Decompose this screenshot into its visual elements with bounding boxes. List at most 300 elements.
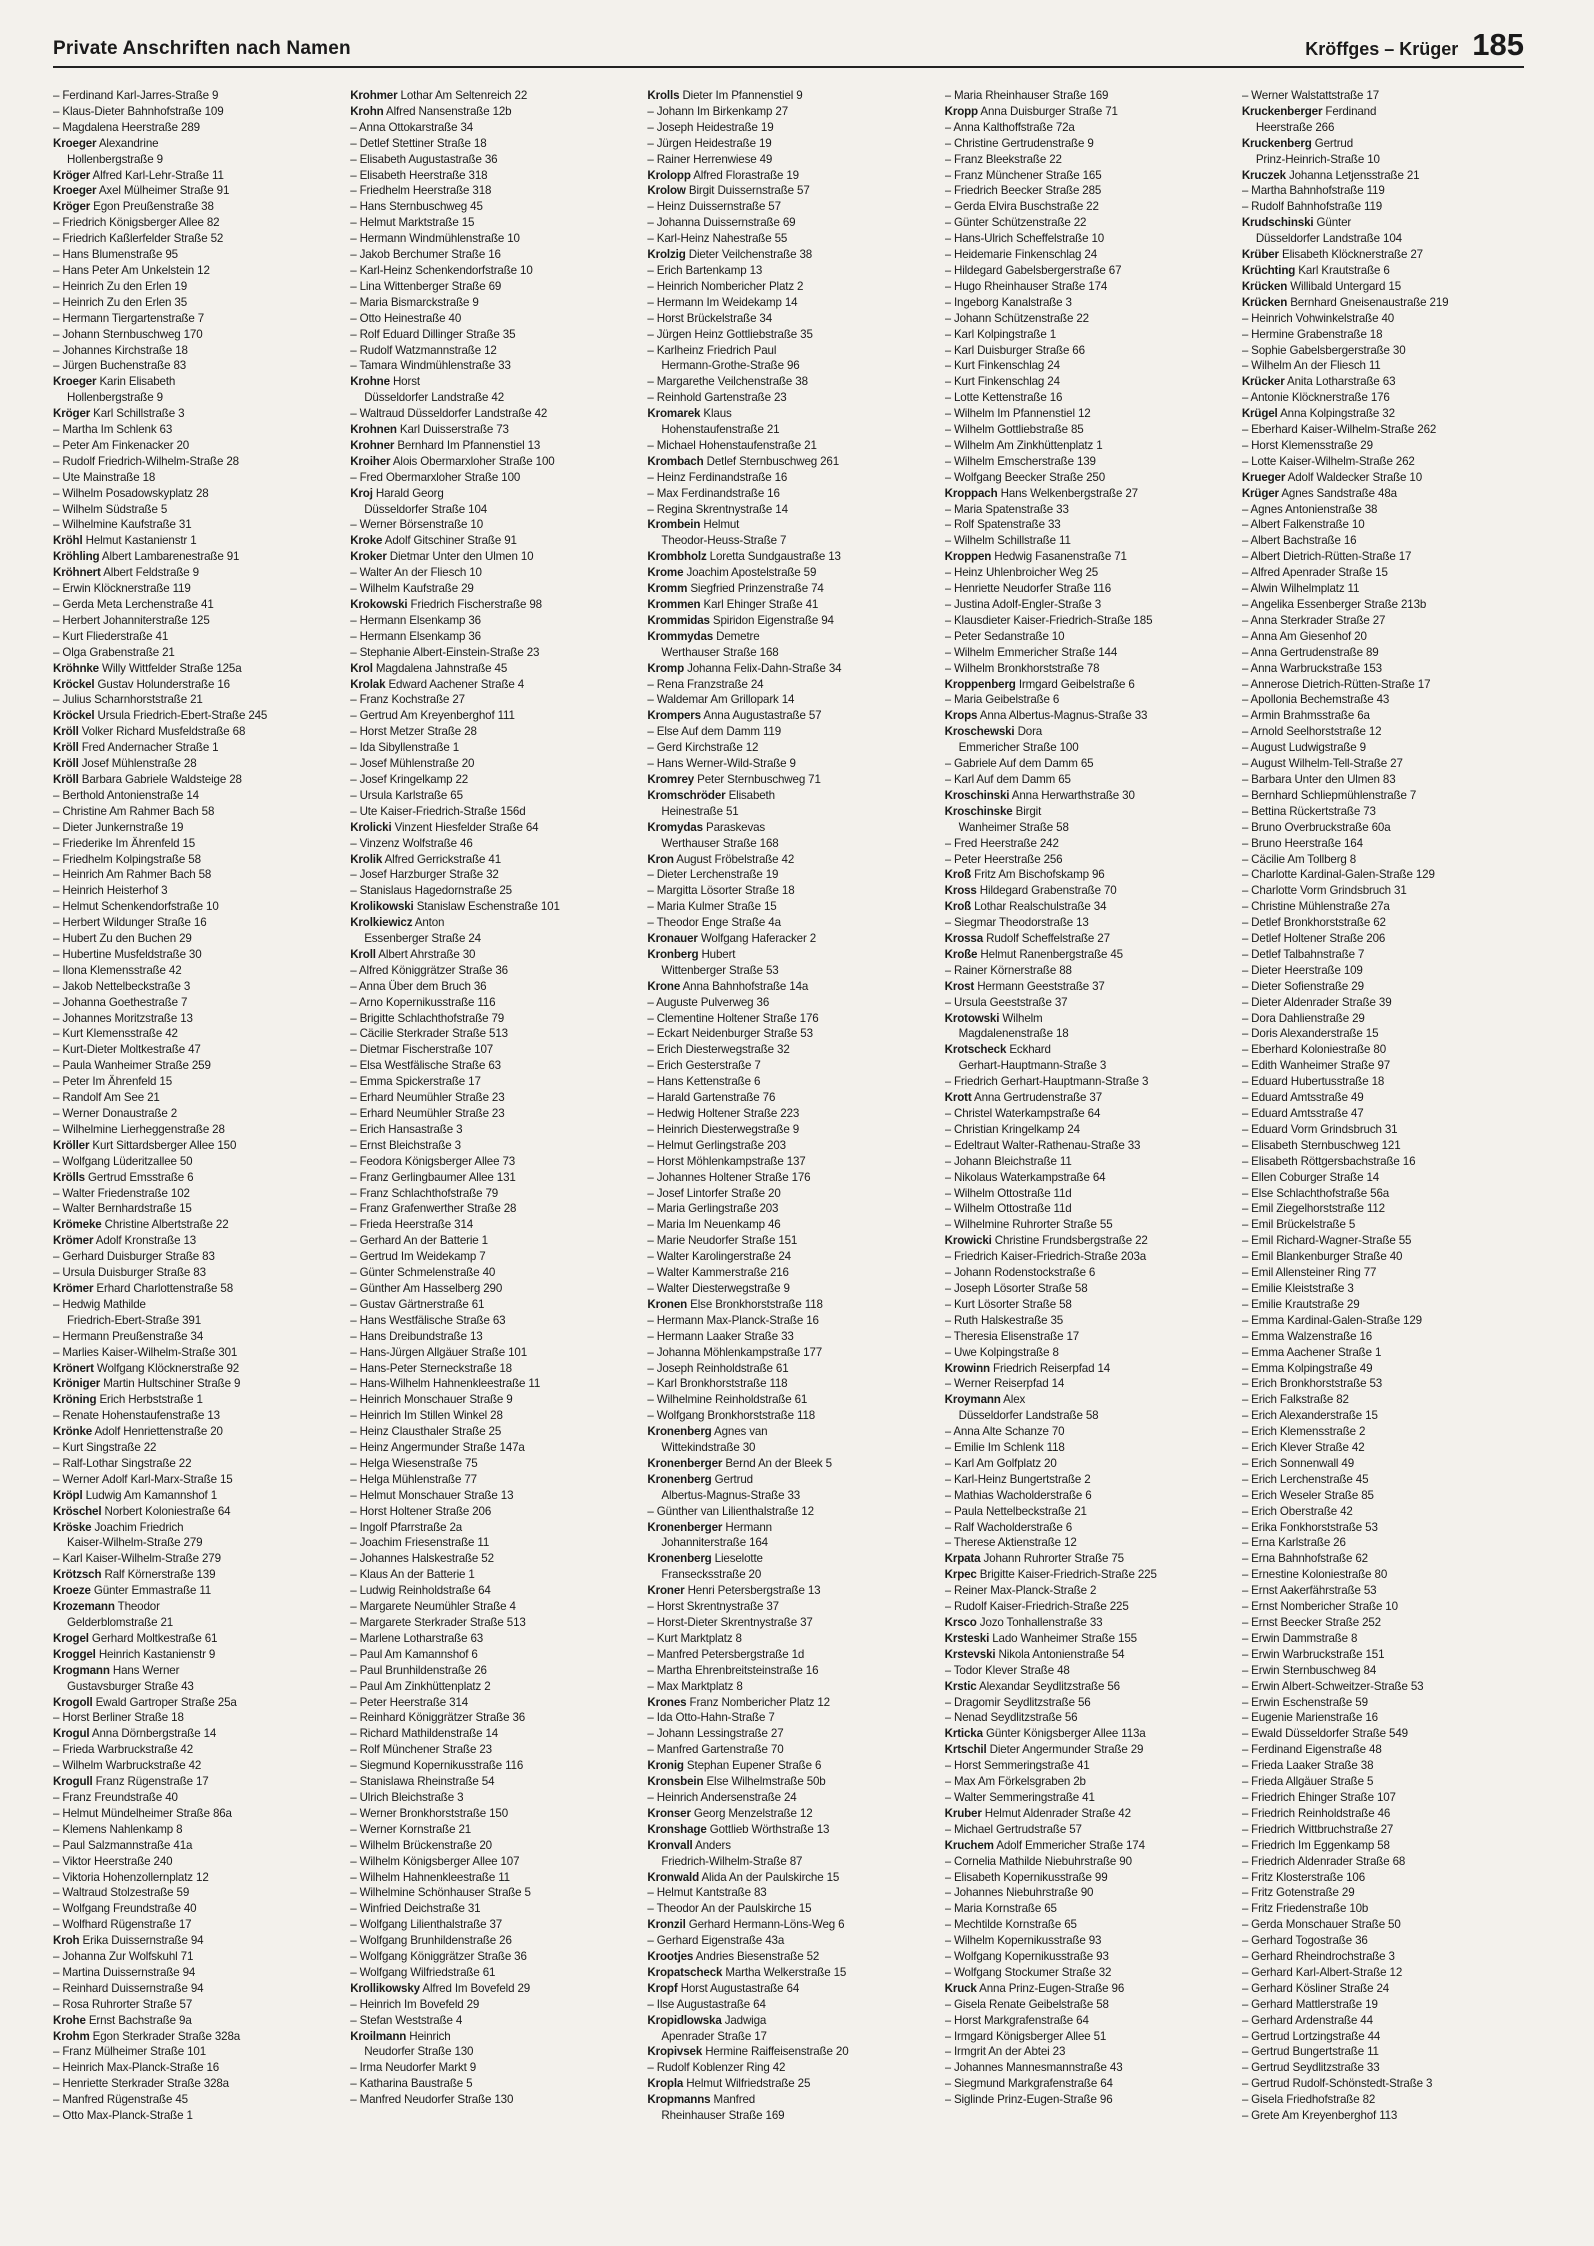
directory-entry <box>53 1710 344 1726</box>
entry-details: – Mathias Wacholderstraße 6 <box>944 1488 1092 1502</box>
directory-entry <box>647 88 938 104</box>
directory-entry <box>1242 1297 1533 1313</box>
entry-details: – Anna Sterkrader Straße 27 <box>1241 613 1386 627</box>
entry-details: – Heinrich Am Rahmer Bach 58 <box>53 868 212 882</box>
entry-surname: Kröger <box>53 407 91 421</box>
directory-entry <box>647 1186 938 1202</box>
directory-entry <box>53 1917 344 1933</box>
entry-details: Werthauser Straße 168 <box>661 645 779 659</box>
directory-entry <box>945 1472 1236 1488</box>
entry-surname: Kropmanns <box>647 2093 711 2107</box>
entry-details: – Walter Karolingerstraße 24 <box>647 1250 791 1264</box>
entry-details: Joachim Apostelstraße 59 <box>683 566 817 580</box>
entry-details: – Theresia Elisenstraße 17 <box>944 1329 1080 1343</box>
entry-details: Stephan Eupener Straße 6 <box>683 1759 822 1773</box>
entry-details: Nikola Antonienstraße 54 <box>995 1647 1125 1661</box>
entry-details: – Bernhard Schliepmühlenstraße 7 <box>1241 788 1417 802</box>
directory-entry <box>350 549 641 565</box>
entry-details: – Otto Heinestraße 40 <box>350 311 462 325</box>
entry-details: Volker Richard Musfeldstraße 68 <box>78 725 246 739</box>
entry-details: – Regina Skrentnystraße 14 <box>647 502 788 516</box>
directory-entry <box>1242 247 1533 263</box>
directory-entry <box>350 1297 641 1313</box>
directory-entry <box>350 1026 641 1042</box>
directory-entry <box>350 708 641 724</box>
entry-details: Gustav Holunderstraße 16 <box>94 677 230 691</box>
entry-details: – Eberhard Koloniestraße 80 <box>1241 1043 1386 1057</box>
directory-entry <box>945 1583 1236 1599</box>
entry-details: – Wolfgang Wilfriedstraße 61 <box>350 1965 496 1979</box>
directory-entry <box>53 1583 344 1599</box>
directory-entry <box>53 1233 344 1249</box>
directory-entry <box>945 343 1236 359</box>
directory-entry <box>1242 1567 1533 1583</box>
entry-details: – Bruno Heerstraße 164 <box>1241 836 1363 850</box>
entry-details: – Erich Hansastraße 3 <box>350 1122 463 1136</box>
entry-details: – Tamara Windmühlenstraße 33 <box>350 359 511 373</box>
entry-details: – Hans Sternbuschweg 45 <box>350 200 483 214</box>
entry-details: – Wolfgang Königgrätzer Straße 36 <box>350 1950 527 1964</box>
entry-surname: Kröske <box>53 1520 92 1534</box>
directory-entry <box>647 565 938 581</box>
entry-surname: Kruckenberger <box>1241 104 1323 118</box>
directory-entry <box>647 1488 938 1504</box>
entry-surname: Krötzsch <box>53 1568 102 1582</box>
entry-details: – Wolfhard Rügenstraße 17 <box>53 1918 192 1932</box>
entry-details: – Rudolf Kaiser-Friedrich-Straße 225 <box>944 1600 1129 1614</box>
directory-entry <box>53 661 344 677</box>
entry-details: Hubert <box>698 947 736 961</box>
entry-details: – Vinzenz Wolfstraße 46 <box>350 836 473 850</box>
entry-details: – Wolfgang Brunhildenstraße 26 <box>350 1934 512 1948</box>
entry-surname: Krowicki <box>944 1234 992 1248</box>
entry-surname: Krueger <box>1241 470 1286 484</box>
directory-entry <box>1242 852 1533 868</box>
directory-entry <box>53 565 344 581</box>
entry-details: – Anna Alte Schanze 70 <box>944 1425 1065 1439</box>
directory-entry <box>647 1074 938 1090</box>
entry-details: Else Bronkhorststraße 118 <box>687 1297 823 1311</box>
directory-entry <box>945 1838 1236 1854</box>
entry-details: Karl Ehinger Straße 41 <box>700 598 819 611</box>
entry-details: – Erich Gesterstraße 7 <box>647 1059 761 1073</box>
directory-entry <box>1242 406 1533 422</box>
directory-entry <box>647 1981 938 1997</box>
directory-entry <box>350 629 641 645</box>
entry-details: Hollenbergstraße 9 <box>67 391 163 405</box>
entry-details: – Hedwig Holtener Straße 223 <box>647 1107 800 1120</box>
directory-entry <box>1242 1790 1533 1806</box>
entry-details: – Horst Möhlenkampstraße 137 <box>647 1154 806 1168</box>
directory-entry <box>350 915 641 931</box>
directory-entry <box>945 2092 1236 2108</box>
directory-entry <box>945 1456 1236 1472</box>
entry-details: – Helga Mühlenstraße 77 <box>350 1472 477 1486</box>
directory-entry <box>53 454 344 470</box>
directory-entry <box>1242 1679 1533 1695</box>
entry-details: Wittekindstraße 30 <box>661 1441 756 1455</box>
entry-details: – Walter Kammerstraße 216 <box>647 1266 789 1280</box>
directory-entry <box>647 104 938 120</box>
directory-entry <box>350 247 641 263</box>
directory-entry <box>945 915 1236 931</box>
entry-details: – Werner Reiserpfad 14 <box>944 1377 1065 1391</box>
directory-entry <box>945 2076 1236 2092</box>
directory-entry <box>647 374 938 390</box>
entry-surname: Kruckenberg <box>1241 136 1312 150</box>
directory-entry <box>647 597 938 613</box>
entry-details: – Walter Semmeringstraße 41 <box>944 1790 1095 1804</box>
entry-details: Fred Andernacher Straße 1 <box>78 741 219 755</box>
directory-entry <box>1242 661 1533 677</box>
directory-entry <box>1242 438 1533 454</box>
directory-entry <box>647 168 938 184</box>
directory-entry <box>1242 613 1533 629</box>
directory-entry <box>945 1011 1236 1027</box>
directory-entry <box>945 2044 1236 2060</box>
directory-entry <box>53 867 344 883</box>
directory-entry <box>1242 263 1533 279</box>
directory-entry <box>1242 820 1533 836</box>
entry-surname: Krücken <box>1241 279 1288 293</box>
directory-entry <box>53 1345 344 1361</box>
directory-entry <box>53 772 344 788</box>
entry-surname: Krogull <box>53 1775 93 1789</box>
directory-entry <box>647 1774 938 1790</box>
entry-details: – Karlheinz Friedrich Paul <box>647 343 777 357</box>
entry-details: – Wolfgang Lüderitzallee 50 <box>53 1154 193 1168</box>
directory-entry <box>1242 1106 1533 1122</box>
directory-entry <box>350 820 641 836</box>
directory-entry <box>53 2076 344 2092</box>
directory-entry <box>53 1981 344 1997</box>
entry-surname: Kröckel <box>53 677 95 691</box>
directory-entry <box>350 692 641 708</box>
entry-details: – Irmgrit An der Abtei 23 <box>944 2045 1066 2059</box>
entry-details: – Margarethe Veilchenstraße 38 <box>647 375 808 389</box>
entry-details: – Günther van Lilienthalstraße 12 <box>647 1504 814 1518</box>
entry-details: – Peter Heerstraße 256 <box>944 852 1063 866</box>
entry-details: – Hermann Max-Planck-Straße 16 <box>647 1313 819 1327</box>
directory-entry <box>945 1376 1236 1392</box>
entry-details: – Doris Alexanderstraße 15 <box>1241 1027 1379 1041</box>
entry-details: Wolfgang Klöcknerstraße 92 <box>93 1361 240 1375</box>
directory-entry <box>647 422 938 438</box>
entry-details: – Karl Auf dem Damm 65 <box>944 772 1071 786</box>
entry-details: – Karl Am Golfplatz 20 <box>944 1456 1057 1470</box>
directory-entry <box>53 1535 344 1551</box>
entry-details: Friedrich Fischerstraße 98 <box>407 598 542 611</box>
directory-entry <box>647 343 938 359</box>
directory-entry <box>350 724 641 740</box>
entry-details: – Brigitte Schlachthofstraße 79 <box>350 1011 505 1025</box>
entry-details: – Viktor Heerstraße 240 <box>53 1854 173 1868</box>
entry-surname: Kruczek <box>1241 168 1286 182</box>
entry-details: – Siegmund Kopernikusstraße 116 <box>350 1759 524 1773</box>
directory-entry <box>945 1504 1236 1520</box>
entry-surname: Kroner <box>647 1584 685 1598</box>
entry-details: – Horst Brückelstraße 34 <box>647 311 773 325</box>
entry-details: – Martha Ehrenbreitsteinstraße 16 <box>647 1663 819 1677</box>
entry-details: Anton <box>412 916 445 930</box>
entry-details: – Franz Münchener Straße 165 <box>944 168 1102 182</box>
directory-entry <box>53 1313 344 1329</box>
directory-entry <box>647 1695 938 1711</box>
directory-entry <box>647 1615 938 1631</box>
entry-details: Wanheimer Straße 58 <box>958 820 1069 834</box>
directory-entry <box>1242 1774 1533 1790</box>
directory-entry <box>350 295 641 311</box>
entry-details: Irmgard Geibelstraße 6 <box>1015 677 1135 691</box>
directory-entry <box>647 2044 938 2060</box>
entry-details: – Ralf Wacholderstraße 6 <box>944 1520 1073 1534</box>
entry-details: – Horst Semmeringstraße 41 <box>944 1759 1090 1773</box>
directory-entry <box>1242 1981 1533 1997</box>
entry-details: – Josef Mühlenstraße 20 <box>350 757 475 771</box>
entry-surname: Kronenberger <box>647 1520 723 1534</box>
entry-details: – Johanna Zur Wolfskuhl 71 <box>53 1950 194 1964</box>
directory-entry <box>647 1472 938 1488</box>
directory-entry <box>53 852 344 868</box>
page-header-right <box>1305 27 1524 63</box>
entry-details: – Gabriele Auf dem Damm 65 <box>944 757 1094 771</box>
directory-entry <box>945 1599 1236 1615</box>
directory-entry <box>53 1806 344 1822</box>
entry-details: – Bruno Overbruckstraße 60a <box>1241 820 1391 834</box>
entry-details: – Ursula Geeststraße 37 <box>944 995 1068 1009</box>
directory-entry <box>647 1297 938 1313</box>
directory-entry <box>647 199 938 215</box>
entry-details: – Emma Aachener Straße 1 <box>1241 1345 1382 1359</box>
directory-entry <box>945 1233 1236 1249</box>
entry-surname: Krommen <box>647 598 701 611</box>
entry-surname: Kronenberg <box>647 1425 712 1439</box>
entry-details: – Gerda Monschauer Straße 50 <box>1241 1918 1401 1932</box>
entry-details: – Hermann Elsenkamp 36 <box>350 613 481 627</box>
entry-details: Georg Menzelstraße 12 <box>690 1806 813 1820</box>
entry-details: – Erich Oberstraße 42 <box>1241 1504 1353 1518</box>
directory-entry <box>350 1695 641 1711</box>
directory-entry <box>945 1663 1236 1679</box>
entry-surname: Krstevski <box>944 1647 996 1661</box>
entry-details: Gustavsburger Straße 43 <box>67 1679 194 1693</box>
entry-surname: Kropp <box>944 104 978 118</box>
directory-entry <box>350 152 641 168</box>
directory-entry <box>53 1440 344 1456</box>
directory-column-3 <box>647 88 938 2228</box>
entry-details: Agnes van <box>711 1425 768 1439</box>
directory-entry <box>945 1408 1236 1424</box>
entry-details: – Elisabeth Sternbuschweg 121 <box>1241 1138 1401 1152</box>
directory-entry <box>647 1233 938 1249</box>
directory-entry <box>647 1917 938 1933</box>
entry-details: – Gerhard Ardenstraße 44 <box>1241 2013 1373 2027</box>
directory-entry <box>647 1376 938 1392</box>
directory-entry <box>945 183 1236 199</box>
entry-details: Helmut Kastanienstr 1 <box>82 534 197 548</box>
entry-surname: Kroeger <box>53 184 97 198</box>
entry-details: – Ernst Bleichstraße 3 <box>350 1138 461 1152</box>
entry-details: – Hans Kettenstraße 6 <box>647 1075 761 1089</box>
directory-entry <box>53 1376 344 1392</box>
directory-entry <box>647 2076 938 2092</box>
directory-entry <box>647 1456 938 1472</box>
directory-entry <box>945 152 1236 168</box>
directory-entry <box>945 1520 1236 1536</box>
directory-entry <box>647 1965 938 1981</box>
directory-column-5 <box>1242 88 1533 2228</box>
directory-entry <box>53 486 344 502</box>
directory-entry <box>1242 215 1533 231</box>
directory-entry <box>350 645 641 661</box>
entry-details: – Gisela Renate Geibelstraße 58 <box>944 1997 1109 2011</box>
directory-entry <box>647 1265 938 1281</box>
entry-details: – Wilhelm Warbruckstraße 42 <box>53 1759 202 1773</box>
entry-details: – Albert Falkenstraße 10 <box>1241 518 1365 532</box>
entry-details: Anna Prinz-Eugen-Straße 96 <box>976 1981 1125 1995</box>
directory-entry <box>53 995 344 1011</box>
directory-entry <box>945 708 1236 724</box>
entry-surname: Krohmer <box>350 89 398 102</box>
directory-entry <box>647 1058 938 1074</box>
entry-details: – Eugenie Marienstraße 16 <box>1241 1711 1378 1725</box>
directory-entry <box>647 1345 938 1361</box>
directory-entry <box>647 1854 938 1870</box>
directory-entry <box>350 1361 641 1377</box>
entry-details: – Manfred Rügenstraße 45 <box>53 2093 188 2107</box>
entry-details: – Maria Kornstraße 65 <box>944 1902 1057 1916</box>
entry-details: – Angelika Essenberger Straße 213b <box>1241 598 1427 611</box>
entry-details: – Gerda Elvira Buschstraße 22 <box>944 200 1099 214</box>
directory-entry <box>945 931 1236 947</box>
directory-entry <box>647 247 938 263</box>
directory-entry <box>350 517 641 533</box>
directory-entry <box>647 327 938 343</box>
entry-details: Alexandar Seydlitzstraße 56 <box>976 1679 1120 1693</box>
directory-entry <box>1242 724 1533 740</box>
directory-entry <box>1242 120 1533 136</box>
entry-details: Alfred Im Bovefeld 29 <box>419 1981 531 1995</box>
entry-details: Magdalenenstraße 18 <box>958 1027 1069 1041</box>
entry-details: – Helmut Schenkendorfstraße 10 <box>53 900 219 914</box>
directory-entry <box>647 279 938 295</box>
entry-details: – Emilie Kleiststraße 3 <box>1241 1281 1354 1295</box>
entry-details: – Wilhelm Königsberger Allee 107 <box>350 1854 520 1868</box>
directory-entry <box>53 168 344 184</box>
directory-entry <box>350 1933 641 1949</box>
directory-entry <box>53 1424 344 1440</box>
entry-details: – Heinrich Nombericher Platz 2 <box>647 279 804 293</box>
entry-details: – Wilhelm Gottliebstraße 85 <box>944 423 1084 437</box>
entry-details: Andries Biesenstraße 52 <box>693 1950 820 1964</box>
directory-entry <box>350 374 641 390</box>
directory-entry <box>350 1663 641 1679</box>
entry-details: – Jürgen Heidestraße 19 <box>647 136 772 150</box>
page-header <box>53 26 1524 68</box>
directory-entry <box>350 2029 641 2045</box>
directory-entry <box>350 120 641 136</box>
entry-details: – Dietmar Fischerstraße 107 <box>350 1043 494 1057</box>
directory-entry <box>350 1249 641 1265</box>
directory-entry <box>53 152 344 168</box>
entry-details: – Armin Brahmsstraße 6a <box>1241 709 1370 723</box>
directory-entry <box>945 358 1236 374</box>
directory-entry <box>53 899 344 915</box>
entry-details: – Erna Karlstraße 26 <box>1241 1536 1346 1550</box>
directory-entry <box>1242 915 1533 931</box>
entry-details: – Horst Klemensstraße 29 <box>1241 438 1373 452</box>
entry-surname: Kromschröder <box>647 788 726 802</box>
entry-details: – Dora Dahlienstraße 29 <box>1241 1011 1365 1025</box>
directory-entry <box>647 1758 938 1774</box>
directory-entry <box>945 852 1236 868</box>
directory-entry <box>350 358 641 374</box>
entry-details: – Wolfgang Freundstraße 40 <box>53 1902 197 1916</box>
entry-details: Alfred Gerrickstraße 41 <box>382 852 501 866</box>
entry-details: Hermann <box>722 1520 772 1534</box>
entry-details: – Günther Am Hasselberg 290 <box>350 1281 503 1295</box>
entry-surname: Krücker <box>1241 375 1285 389</box>
directory-entry <box>350 1440 641 1456</box>
entry-details: – Helmut Marktstraße 15 <box>350 216 475 230</box>
entry-details: – Michael Hohenstaufenstraße 21 <box>647 438 817 452</box>
directory-entry <box>647 152 938 168</box>
directory-entry <box>53 915 344 931</box>
directory-entry <box>945 1615 1236 1631</box>
directory-entry <box>647 263 938 279</box>
directory-entry <box>350 168 641 184</box>
entry-details: – Hans-Ulrich Scheffelstraße 10 <box>944 232 1105 246</box>
directory-entry <box>647 1090 938 1106</box>
directory-entry <box>53 1663 344 1679</box>
entry-details: – Ernst Aakerfährstraße 53 <box>1241 1584 1377 1598</box>
entry-details: – Ingolf Pfarrstraße 2a <box>350 1520 463 1534</box>
entry-details: – Ralf-Lothar Singstraße 22 <box>53 1456 192 1470</box>
entry-surname: Kropidlowska <box>647 2013 722 2027</box>
entry-details: Karin Elisabeth <box>96 375 176 389</box>
directory-entry <box>53 931 344 947</box>
directory-entry <box>350 1615 641 1631</box>
directory-entry <box>647 1026 938 1042</box>
directory-entry <box>945 1122 1236 1138</box>
directory-entry <box>945 1186 1236 1202</box>
directory-entry <box>647 2060 938 2076</box>
directory-column-4 <box>945 88 1236 2228</box>
entry-details: – Heinz Angermunder Straße 147a <box>350 1441 525 1455</box>
entry-details: – Henriette Neudorfer Straße 116 <box>944 582 1112 596</box>
directory-entry <box>945 390 1236 406</box>
entry-details: – Agnes Antonienstraße 38 <box>1241 502 1378 516</box>
entry-details: – Klemens Nahlenkamp 8 <box>53 1822 183 1836</box>
directory-entry <box>1242 1917 1533 1933</box>
directory-entry <box>945 836 1236 852</box>
directory-entry <box>647 915 938 931</box>
directory-entry <box>350 343 641 359</box>
entry-details: Helmut Ranenbergstraße 45 <box>977 947 1123 961</box>
directory-entry <box>53 1933 344 1949</box>
entry-surname: Kruck <box>944 1981 977 1995</box>
directory-entry <box>647 1885 938 1901</box>
entry-details: – Wilhelmine Ruhrorter Straße 55 <box>944 1218 1113 1232</box>
entry-details: – Hermann Tiergartenstraße 7 <box>53 311 205 325</box>
entry-details: – Werner Donaustraße 2 <box>53 1107 178 1120</box>
entry-details: – Werner Kornstraße 21 <box>350 1822 472 1836</box>
directory-entry <box>53 549 344 565</box>
directory-entry <box>945 820 1236 836</box>
entry-details: – Reinhard Königgrätzer Straße 36 <box>350 1711 526 1725</box>
entry-details: – Hans-Jürgen Allgäuer Straße 101 <box>350 1345 527 1359</box>
directory-entry <box>1242 470 1533 486</box>
